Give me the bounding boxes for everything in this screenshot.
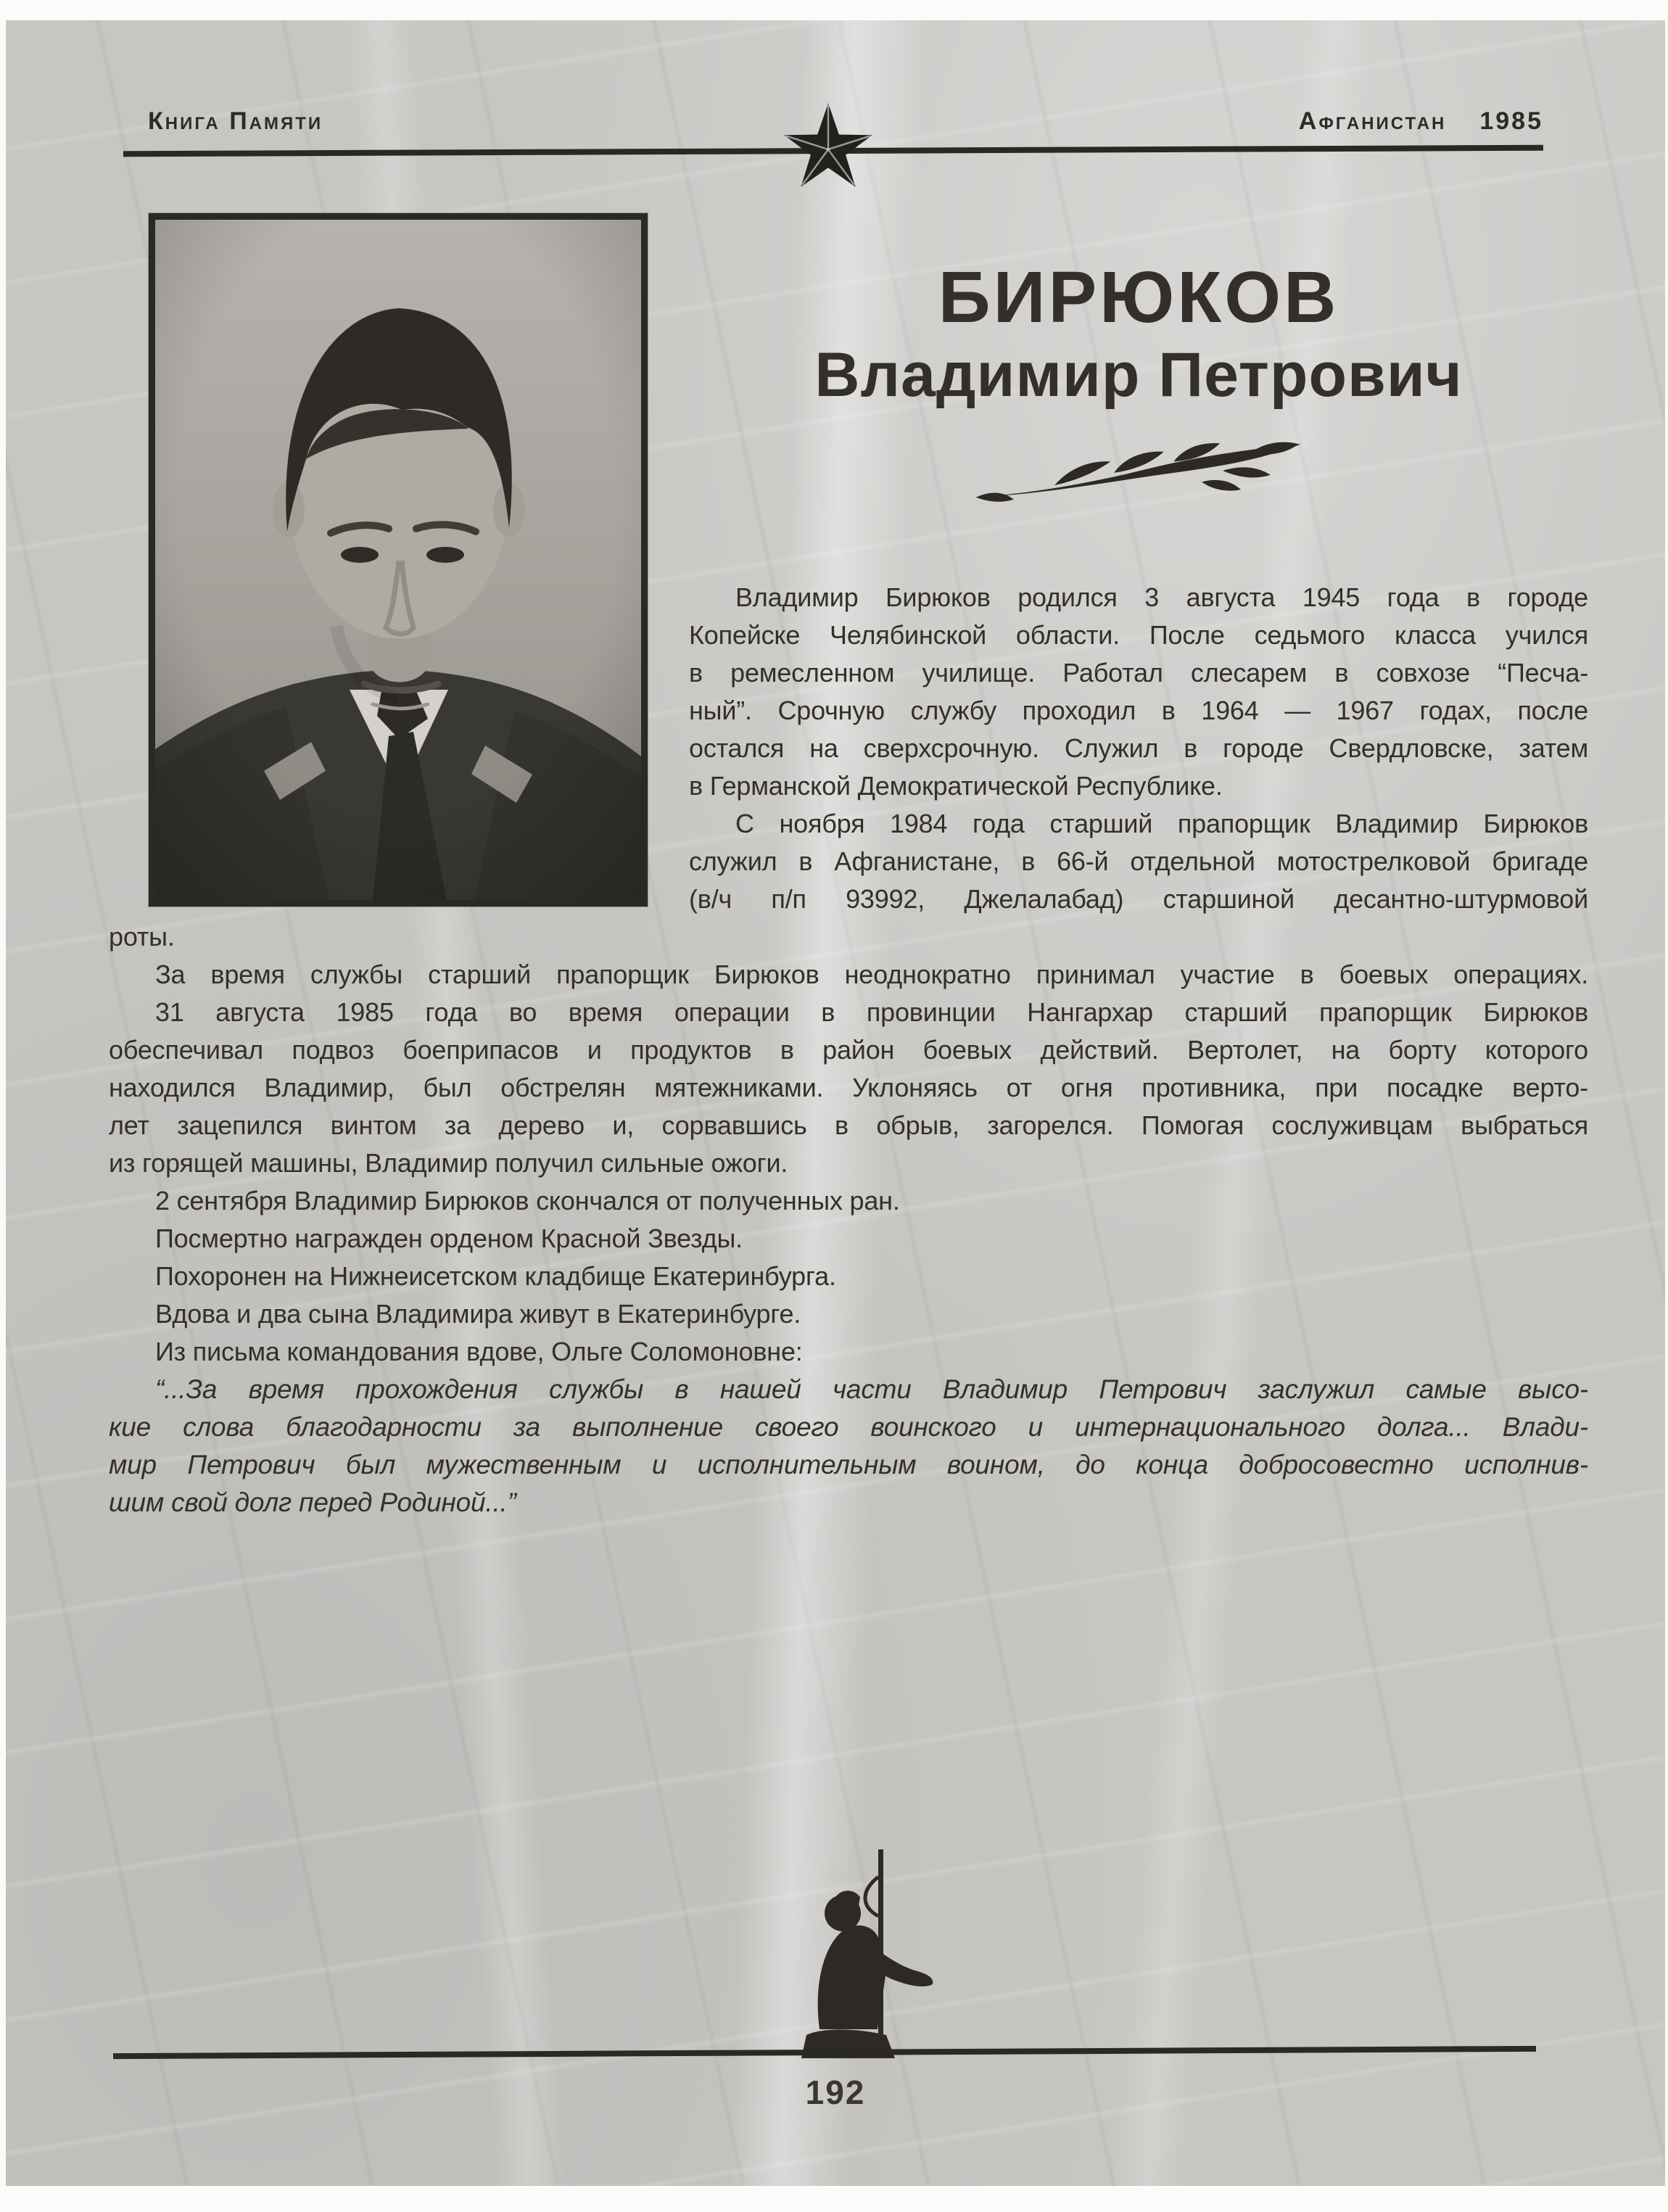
paragraph — [109, 994, 1588, 1182]
text-line: 31 августа 1985 года во время операции в провинции Нангархар старший прапорщик Бирюков — [155, 996, 1588, 1027]
paragraph — [109, 1182, 1588, 1220]
text-line: Владимир Бирюков родился 3 августа 1945 года в городе — [735, 582, 1588, 612]
paragraph — [109, 1333, 1588, 1371]
text-line: Копейске Челябинской области. После седьмого класса учился — [689, 619, 1588, 650]
text-line: ный”. Срочную службу проходил в 1964 — 1967 годах, после — [689, 695, 1588, 725]
text-line: остался на сверхсрочную. Служил в городе Свердловске, затем — [689, 732, 1588, 763]
chapter-region: Афганистан — [1298, 107, 1447, 135]
text-line: 2 сентября Владимир Бирюков скончался от полученных ран. — [155, 1185, 900, 1216]
text-line: шим свой долг перед Родиной...” — [109, 1487, 516, 1517]
text-line: кие слова благодарности за выполнение своего воинского и интернационального долга... Влади- — [109, 1411, 1588, 1442]
text-line: мир Петрович был мужественным и исполнительным воином, до конца добросовестно исполнив- — [109, 1449, 1588, 1480]
text-line: роты. — [109, 921, 175, 952]
chapter-year: 1985 — [1479, 107, 1543, 135]
text-line: Похоронен на Нижнеисетском кладбище Екатеринбурга. — [155, 1260, 836, 1291]
page-title-name: Владимир Петрович — [814, 340, 1463, 410]
text-line: находился Владимир, был обстрелян мятежниками. Уклоняясь от огня противника, при посадке верто- — [109, 1072, 1588, 1102]
memorial-entry — [6, 20, 1665, 1522]
paragraph — [109, 1220, 1588, 1258]
paragraph — [109, 1371, 1588, 1522]
text-line: За время службы старший прапорщик Бирюков неоднократно принимал участие в боевых операциях. — [155, 959, 1588, 989]
text-line: (в/ч п/п 93992, Джелалабад) старшиной десантно-штурмовой — [689, 883, 1588, 914]
kneeling-soldier-icon — [769, 1846, 943, 2064]
page-number: 192 — [805, 2073, 866, 2111]
text-line: Из письма командования вдове, Ольге Соломоновне: — [155, 1336, 803, 1366]
paragraph — [109, 956, 1588, 994]
text-line: в Германской Демократической Республике. — [689, 770, 1223, 801]
text-line: лет зацепился винтом за дерево и, сорвавшись в обрыв, загорелся. Помогая сослуживцам выбраться — [109, 1110, 1588, 1140]
page-title-surname: БИРЮКОВ — [938, 257, 1339, 338]
book-title: Книга Памяти — [148, 107, 323, 135]
text-line: служил в Афганистане, в 66-й отдельной мотострелковой бригаде — [689, 846, 1588, 876]
text-line: С ноября 1984 года старший прапорщик Владимир Бирюков — [735, 808, 1588, 838]
paragraph — [109, 1258, 1588, 1295]
paper-sheet — [6, 20, 1665, 2186]
text-line: обеспечивал подвоз боеприпасов и продуктов в район боевых действий. Вертолет, на борту которого — [109, 1034, 1588, 1065]
text-line: “...За время прохождения службы в нашей части Владимир Петрович заслужил самые высо- — [155, 1374, 1588, 1404]
paragraph — [109, 1295, 1588, 1333]
text-line: в ремесленном училище. Работал слесарем в совхозе “Песча- — [689, 657, 1588, 688]
portrait-photo — [149, 213, 648, 907]
text-line: Посмертно награжден орденом Красной Звезды. — [155, 1223, 743, 1253]
text-line: из горящей машины, Владимир получил сильные ожоги. — [109, 1147, 788, 1178]
text-line: Вдова и два сына Владимира живут в Екатеринбурге. — [155, 1298, 801, 1329]
